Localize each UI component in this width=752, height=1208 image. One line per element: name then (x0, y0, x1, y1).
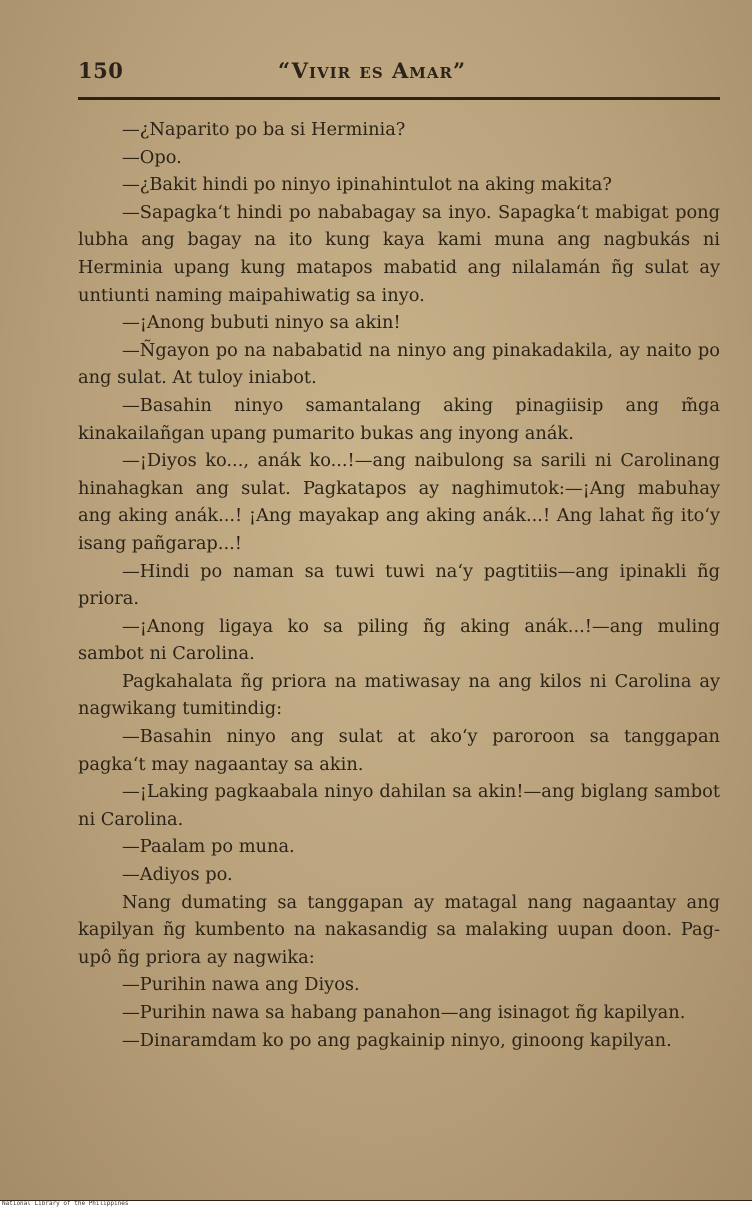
paragraph: —Purihin nawa ang Diyos. (122, 974, 360, 996)
paragraph: —Ñgayon po na nababatid na ninyo ang pinakadakila, ay naito po ang sulat. At tuloy iniabot. (78, 339, 720, 389)
paragraph: —Adiyos po. (122, 864, 233, 886)
footer-bar (0, 1201, 752, 1208)
paragraph: Nang dumating sa tanggapan ay matagal nang nagaantay ang kapilyan ñg kumbento na nakasandig sa malaking uupan doon. Pag-upô ñg priora ay nagwika: (78, 891, 720, 968)
page-header (78, 52, 718, 92)
running-title: “Vivir es Amar” (278, 58, 467, 83)
paragraph: Pagkahalata ñg priora na matiwasay na ang kilos ni Carolina ay nagwikang tumitindig: (78, 670, 720, 720)
page-number: 150 (78, 58, 124, 83)
paragraph: —¡Laking pagkaabala ninyo dahilan sa akin!—ang biglang sambot ni Carolina. (78, 781, 720, 830)
paragraph: —¡Diyos ko..., anák ko...!—ang naibulong sa sarili ni Carolinang hinahagkan ang sulat. Pagkatapos ay naghimutok:—¡Ang mabuhay ang aking anák...! ¡Ang mayakap ang aking anák...! Ang lahat ñg ito‘y isang pañgarap...! (78, 450, 720, 554)
paragraph: —Opo. (122, 146, 182, 168)
paragraph: —Purihin nawa sa habang panahon—ang isinagot ñg kapilyan. (122, 1002, 686, 1023)
paragraph: —Basahin ninyo samantalang aking pinagiisip ang m̃ga kinakailañgan upang pumarito bukas ang inyong anák. (78, 394, 720, 444)
body-text (78, 116, 720, 1054)
paragraph: —¡Anong bubuti ninyo sa akin! (122, 312, 401, 334)
paragraph: —¡Anong ligaya ko sa piling ñg aking anák...!—ang muling sambot ni Carolina. (78, 615, 720, 665)
paragraph: —Basahin ninyo ang sulat at ako‘y paroroon sa tanggapan pagka‘t may nagaantay sa akin. (78, 726, 720, 775)
library-credit: National Library of the Philippines (2, 1200, 129, 1207)
paragraph: —Hindi po naman sa tuwi tuwi na‘y pagtitiis—ang ipinakli ñg priora. (78, 560, 720, 610)
paragraph: —Dinaramdam ko po ang pagkainip ninyo, ginoong kapilyan. (122, 1029, 672, 1051)
paragraph: —¿Naparito po ba si Herminia? (122, 119, 406, 140)
paragraph: —Paalam po muna. (122, 836, 295, 858)
header-rule (78, 97, 720, 100)
paragraph: —¿Bakit hindi po ninyo ipinahintulot na aking makita? (122, 174, 612, 196)
paragraph: —Sapagka‘t hindi po nababagay sa inyo. Sapagka‘t mabigat pong lubha ang bagay na ito kung kaya kami muna ang nagbukás ni Herminia upang kung matapos mabatid ang nilalamán ñg sulat ay untiunti naming maipahiwatig sa inyo. (78, 201, 720, 306)
